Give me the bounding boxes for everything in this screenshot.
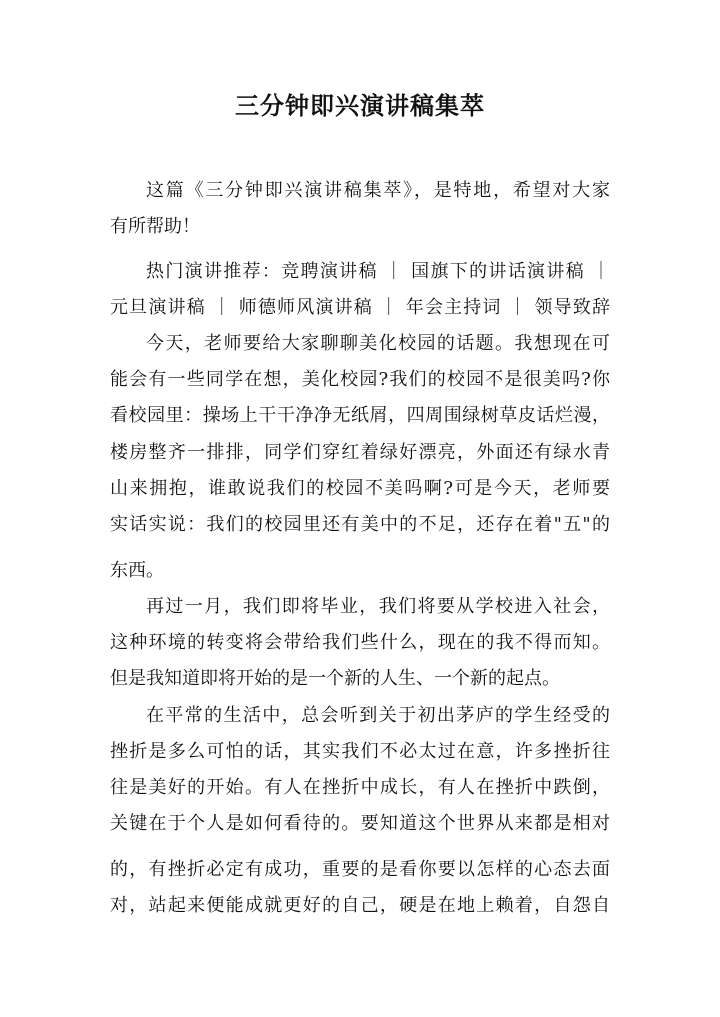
paragraph-line: 这篇《三分钟即兴演讲稿集萃》，是特地，希望对大家 — [146, 180, 610, 201]
paragraph-line: 再过一月，我们即将毕业，我们将要从学校进入社会， — [146, 596, 610, 617]
paragraph-line: 看校园里：操场上干干净净无纸屑，四周围绿树草皮话烂漫， — [110, 405, 610, 426]
paragraph-line: 但是我知道即将开始的是一个新的人生、一个新的起点。 — [110, 668, 560, 689]
document-title: 三分钟即兴演讲稿集萃 — [235, 92, 485, 120]
paragraph-line: 有所帮助！ — [110, 216, 200, 237]
paragraph-line: 山来拥抱，谁敢说我们的校园不美吗啊?可是今天，老师要 — [110, 478, 610, 499]
paragraph-line: 热门演讲推荐：竞聘演讲稿 ｜ 国旗下的讲话演讲稿 ｜ — [146, 261, 610, 282]
paragraph-line: 挫折是多么可怕的话，其实我们不必太过在意，许多挫折往 — [110, 741, 610, 762]
paragraph-line: 东西。 — [110, 560, 164, 581]
paragraph-line: 实话实说：我们的校园里还有美中的不足，还存在着"五"的 — [110, 514, 610, 535]
paragraph-line: 对，站起来便能成就更好的自己，硬是在地上赖着，自怨自 — [110, 895, 610, 916]
paragraph-line: 元旦演讲稿 ｜ 师德师风演讲稿 ｜ 年会主持词 ｜ 领导致辞 — [110, 297, 610, 318]
paragraph-line: 楼房整齐一排排，同学们穿红着绿好漂亮，外面还有绿水青 — [110, 442, 610, 463]
paragraph-line: 往是美好的开始。有人在挫折中成长，有人在挫折中跌倒， — [110, 777, 610, 798]
paragraph-line: 能会有一些同学在想，美化校园?我们的校园不是很美吗?你 — [110, 369, 610, 390]
paragraph-line: 今天，老师要给大家聊聊美化校园的话题。我想现在可 — [146, 333, 610, 354]
paragraph-line: 这种环境的转变将会带给我们些什么，现在的我不得而知。 — [110, 632, 610, 653]
paragraph-line: 的，有挫折必定有成功，重要的是看你要以怎样的心态去面 — [110, 859, 610, 880]
paragraph-line: 在平常的生活中，总会听到关于初出茅庐的学生经受的 — [146, 705, 610, 726]
paragraph-line: 关键在于个人是如何看待的。要知道这个世界从来都是相对 — [110, 813, 610, 834]
